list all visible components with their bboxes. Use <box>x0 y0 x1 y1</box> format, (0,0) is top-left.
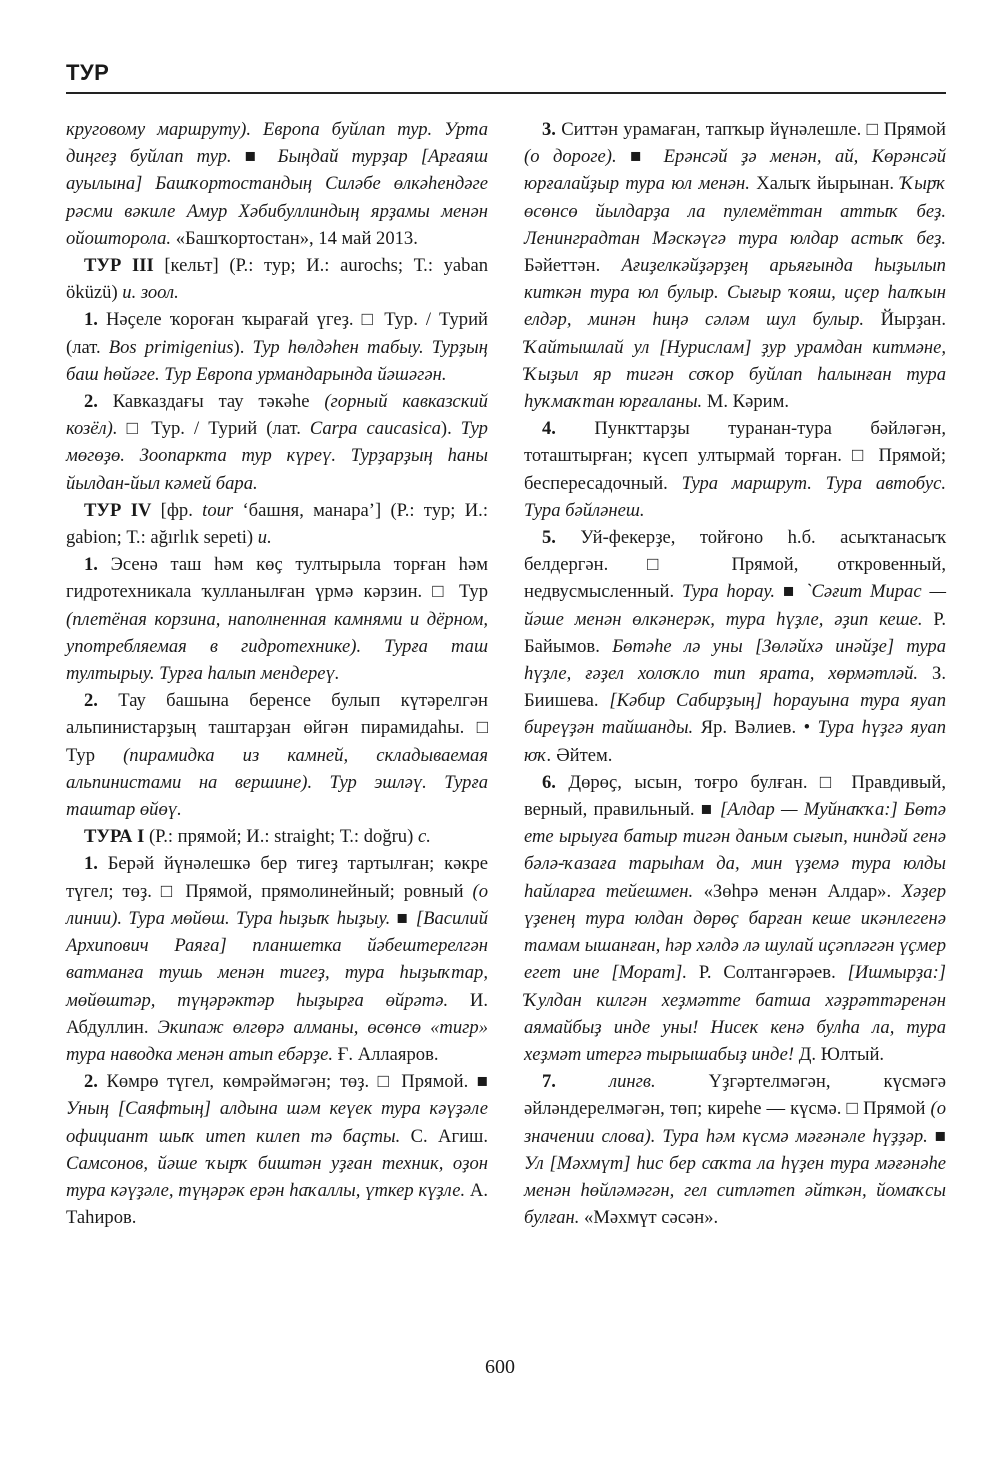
italic-text: (горный кавказский козёл). <box>66 391 488 440</box>
entry-paragraph <box>66 551 488 687</box>
text: Көмрө түгел, көмрәймәгән; төҙ. □ Прямой. <box>97 1071 477 1093</box>
text: Кавказдағы тау тәкәһе <box>97 391 325 413</box>
text: [кельт] (Р.: тур; И.: aurochs; Т.: yaban öküzü) <box>66 255 488 304</box>
text: «Мәхмүт сәсән». <box>579 1207 719 1229</box>
text: Ситтән урамаған, тапҡыр йүнәлешле. □ Прямой <box>555 119 946 140</box>
entry-headword: ТУРА I <box>84 826 145 848</box>
italic-text: Ерәнсәй ҙә менән, ай, Көрәнсәй юрғалайҙыр тура юл менән. <box>524 146 946 195</box>
text: Әйтем. <box>551 744 613 766</box>
entry-paragraph <box>66 116 488 252</box>
text: Үҙгәртелмәгән, күсмәгә әйләндерелмәгән, төп; киреһе — күсмә. □ Прямой <box>524 1071 946 1120</box>
italic-text: и. зоол. <box>122 282 179 304</box>
italic-text: (о линии). Тура мөйөш. Тура һыҙыҡ һыҙыу. <box>66 880 488 929</box>
text: Дөрөҫ, ысын, тоғро булған. □ Правдивый, верный, правильный. <box>524 771 946 821</box>
italic-text: Тура маршрут. Тура автобус. Тура бәйләнеш. <box>524 472 947 521</box>
text: «Башҡортостан», 14 май 2013. <box>171 227 418 249</box>
text: Уй-фекерҙе, тойғоно һ.б. асыҡтанасыҡ белдергән. □ Прямой, откровенный, недвусмысленный. <box>524 527 946 603</box>
left-column <box>66 116 488 1231</box>
italic-text: Carpa caucasica <box>309 418 441 440</box>
italic-text: с. <box>417 826 431 848</box>
entry-paragraph <box>524 1068 946 1231</box>
text: [фр. <box>151 499 203 521</box>
entry-headword: 6. <box>542 771 556 793</box>
entry-paragraph <box>66 388 488 497</box>
header-rule <box>66 92 946 94</box>
text: Халыҡ йырынан. <box>749 173 901 195</box>
entry-paragraph <box>66 823 488 850</box>
text: Берәй йүнәлешкә бер тигеҙ тартылған; кәкре түгел; төҙ. □ Прямой, прямолинейный; ровный <box>66 853 488 902</box>
entry-headword: 1. <box>84 853 98 875</box>
italic-text: Быңдай турҙар [Арғаяш ауылына] Башҡортостандың Силәбе өлкәһендәге рәсми вәкиле Амур Хәбибуллиндың ярҙамы менән ойошторола. <box>66 146 488 249</box>
entry-headword: 7. <box>542 1071 556 1093</box>
entry-headword: 2. <box>84 391 98 413</box>
italic-text: Ағиҙелкәйҙәрҙең арьяғында һыҙылып киткән тура юл булыр. Сығыр ҡояш, иҫер һалҡын елдәр, минән һиңә сәләм шул булыр. <box>524 255 946 331</box>
text: ■ <box>396 907 416 929</box>
italic-text: (о значении слова). Тура һәм күсмә мәғәнәле һүҙҙәр. <box>524 1098 946 1147</box>
text: М. Кәрим. <box>702 391 789 413</box>
entry-paragraph <box>66 687 488 823</box>
entry-headword: ТУР IV <box>84 499 152 521</box>
text: Д. Юлтый. <box>794 1043 885 1065</box>
text: Эсенә таш һәм көҫ тултырыла торған һәм гидротехникала ҡулланылған үрмә кәрзин. □ Тур <box>66 554 488 603</box>
italic-text: tour <box>202 499 234 521</box>
entry-headword: 4. <box>542 418 556 440</box>
entry-headword: 2. <box>84 690 98 712</box>
italic-text: (пирамидка из камней, складываемая альпинистами на вершине). Тур эшләү. Турға таштар өйөү. <box>66 744 488 821</box>
italic-text: Хәҙер үҙенең тура юлдан дөрөҫ барған кеше икәнлегенә тамам ышанған, һәр хәлдә лә шулай иҫәпләгән үҫмер егет ине [Морат]. <box>524 880 947 984</box>
text: (Р.: прямой; И.: straight; Т.: doğru) <box>144 826 418 848</box>
italic-text: и. <box>257 527 272 549</box>
text: ■ <box>630 146 664 168</box>
entry-headword: 1. <box>84 554 98 576</box>
italic-text: Тур һөлдәһен табыу. Турҙың баш һөйәге. Тур Европа урмандарында йәшәгән. <box>66 336 488 385</box>
italic-text: Тура һорау. <box>682 581 783 603</box>
entry-paragraph <box>66 306 488 388</box>
text <box>556 1071 609 1092</box>
entry-headword: 2. <box>84 1071 98 1093</box>
italic-text: Ҡырҡ өсөнсө йылдарҙа ла пулемёттан аттыҡ беҙ. Ленинградтан Мәскәүгә тура юлдар астыҡ беҙ. <box>524 173 946 249</box>
text: Яр. Вәлиев. <box>693 717 804 739</box>
entry-headword: ТУР III <box>84 255 154 277</box>
page-number: 600 <box>485 1356 515 1378</box>
italic-text: Уның [Саяфтың] алдына шәм кеүек тура кәүҙәле официант шыҡ итеп килеп тә баҫты. <box>66 1098 488 1147</box>
entry-paragraph <box>66 850 488 1068</box>
italic-text: Бөтәһе лә уны [Зөләйхә инәйҙе] тура һүҙле, ғәҙел холоҡло тип ярата, хөрмәтләй. <box>524 635 946 685</box>
text: Бәйеттән. <box>524 255 622 277</box>
text: Ғ. Аллаяров. <box>333 1043 439 1065</box>
text: ■ <box>700 799 721 821</box>
text: Р. Байымов. <box>524 608 946 657</box>
text: □ Тур. / Турий (лат. <box>117 418 310 440</box>
entry-paragraph <box>66 497 488 551</box>
italic-text: [Алдар — Муйнаҡҡа:] Бөтә ете ырыуға батыр тигән даным сығып, ниндәй генә бәлә-ҡазаға тарыһам да, мин үҙемә тура юлды һайларға тейешмен. <box>524 799 946 902</box>
text: ■ <box>476 1071 488 1093</box>
text: «Зөһрә менән Алдар». <box>693 880 902 902</box>
italic-text: круговому маршруту). Европа буйлап тур. Урта диңгеҙ буйлап тур. <box>66 119 488 168</box>
entry-headword: 5. <box>542 527 556 549</box>
italic-text: Тур мөгөҙө. Зоопаркта тур күреү. Турҙарҙың һаны йылдан-йыл кәмей бара. <box>66 418 488 494</box>
entry-paragraph <box>524 524 946 769</box>
entry-headword: 3. <box>542 119 556 140</box>
entry-paragraph <box>524 415 946 524</box>
entry-paragraph <box>66 1068 488 1231</box>
italic-text: Самсонов, йәше ҡырҡ биштән уҙған техник, оҙон тура кәүҙәле, түңәрәк ерән һаҡаллы, үткер күҙле. <box>66 1152 488 1201</box>
text: И. Абдуллин. <box>66 989 488 1038</box>
italic-text: [Василий Архипович Раяға] планшетка йәбештерелгән ватманға тушь менән тигеҙ, тура һыҙыҡтар, мөйөштәр, түңәрәктәр һыҙырға өйрәтә. <box>66 907 488 1011</box>
running-head: ТУР <box>66 60 110 85</box>
text: З. Биишева. <box>524 663 946 712</box>
text: ). <box>233 336 253 358</box>
text: А. Таһиров. <box>66 1179 488 1229</box>
text: Р. Солтангәрәев. <box>687 962 848 984</box>
entry-headword: 1. <box>84 309 98 331</box>
italic-text: [Кәбир Сабирҙың] һорауына тура яуап биреүҙән тайшанды. <box>524 690 946 739</box>
entry-paragraph <box>524 116 946 415</box>
text: Пункттарҙы туранан-тура бәйләгән, тоташтырған; күсеп ултырмай торған. □ Прямой; беспересадочный. <box>524 418 946 494</box>
italic-text: Bos primigenius <box>108 336 234 358</box>
text: Нәҫеле ҡороған ҡырағай үгеҙ. □ Тур. / Турий (лат. <box>66 309 488 358</box>
italic-text: `Сәғит Мирас — йәше менән өлкәнерәк, тура һүҙле, әҙип кеше. <box>524 581 947 630</box>
italic-text: [Ишмырҙа:] Ҡулдан килгән хеҙмәтте батша хәҙрәттәренән аямайбыҙ инде уны! Нисек кенә булһа ла, тура хеҙмәт итергә тырышабыҙ инде! <box>524 962 946 1065</box>
text: ■ <box>782 581 806 603</box>
italic-text: Тура һүҙгә яуап юҡ. <box>524 717 946 766</box>
italic-text: лингв. <box>608 1071 656 1093</box>
text: ■ <box>934 1125 946 1147</box>
italic-text: Ул [Мәхмүт] һис бер саҡта ла һүҙен тура мәғәнәһе менән һөйләмәгән, гел ситләтеп әйткән, йомаҡсы булған. <box>524 1152 946 1229</box>
text: ■ <box>244 146 278 168</box>
text: С. Агиш. <box>400 1125 489 1147</box>
text: ‘башня, манара’] (Р.: тур; И.: gabion; Т.: ağırlık sepeti) <box>66 499 488 549</box>
italic-text: (плетёная корзина, наполненная камнями и дёрном, употребляемая в гидротехнике). Турға таш тултырыу. Турға һалып мендереү. <box>66 608 488 685</box>
italic-text: Ҡайтышлай ул [Нурислам] ҙур урамдан китмәне, Ҡыҙыл яр тигән соҡор буйлап һалынған тура һуҡмаҡтан юрғаланы. <box>524 336 946 413</box>
text: Йырҙан. <box>864 309 947 331</box>
text: Тау башына беренсе булып күтәрелгән альпинистарҙың таштарҙан өйгән пирамидаһы. □ Тур <box>66 690 488 766</box>
italic-text: Экипаж өлгөрә алманы, өсөнсө «тигр» тура наводка менән атып ебәрҙе. <box>66 1016 488 1065</box>
text: • <box>803 717 818 739</box>
text: ). <box>440 418 461 440</box>
entry-paragraph <box>66 252 488 306</box>
right-column <box>524 116 946 1231</box>
entry-paragraph <box>524 769 946 1068</box>
italic-text: (о дороге). <box>524 146 631 168</box>
